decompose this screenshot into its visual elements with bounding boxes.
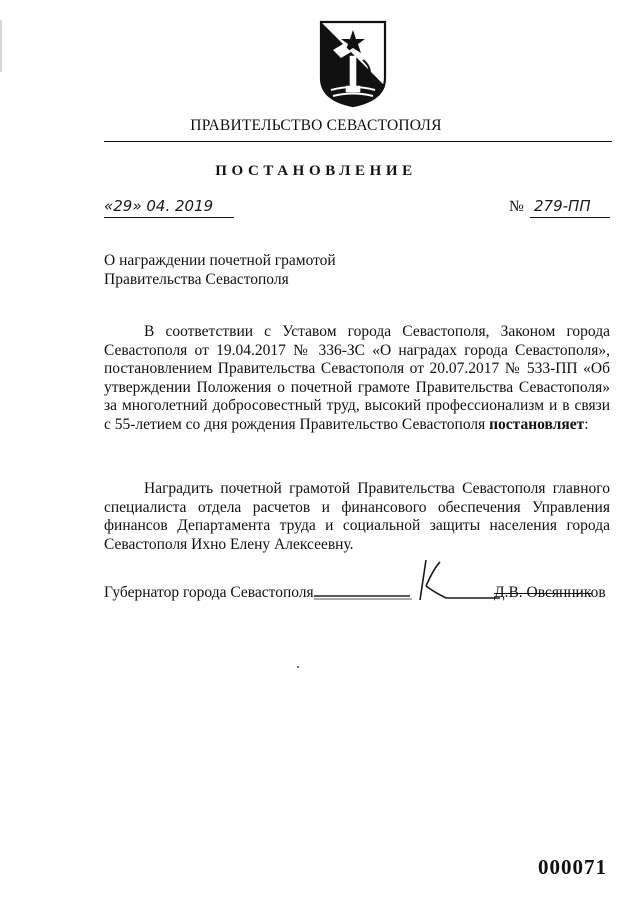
government-title: ПРАВИТЕЛЬСТВО СЕВАСТОПОЛЯ bbox=[190, 117, 442, 134]
paragraph-1-end: : bbox=[584, 415, 589, 433]
date-handwritten: «29» 04. 2019 bbox=[104, 197, 214, 215]
signatory-name: Д.В. Овсянников bbox=[494, 584, 606, 601]
subject-line-1: О награждении почетной грамотой bbox=[104, 252, 336, 269]
handwritten-signature bbox=[300, 556, 500, 606]
serial-number: 000071 bbox=[538, 855, 607, 879]
number-handwritten: 279-ПП bbox=[534, 197, 591, 215]
subject-block bbox=[104, 251, 464, 289]
header-divider bbox=[104, 141, 612, 142]
signatory-title: Губернатор города Севастополя bbox=[104, 584, 314, 601]
date-field bbox=[104, 197, 234, 218]
body-paragraph-2 bbox=[104, 480, 610, 554]
scan-dot bbox=[297, 666, 299, 668]
paragraph-1-bold: постановляет bbox=[489, 415, 585, 433]
sevastopol-coat-of-arms-icon bbox=[319, 20, 387, 108]
paragraph-1-text: В соответствии с Уставом города Севастополя, Законом города Севастополя от 19.04.2017 № 336-ЗС «О наградах города Севастополя», постановлением Правительства Севастополя от 20.07.2017 № 533-ПП «Об утверждении Положения о почетной грамоте Правительства Севастополя» за многолетний добросовестный труд, высокий профессионализм и в связи с 55-летием со дня рождения Правительство Севастополя bbox=[104, 323, 610, 433]
paragraph-2-text: Наградить почетной грамотой Правительства Севастополя главного специалиста отдела расчетов и финансового обеспечения Управления финансов Департамента труда и социальной защиты населения города Севастополя Ихно Елену Алексеевну. bbox=[104, 480, 610, 553]
scan-edge-mark bbox=[0, 20, 2, 72]
body-paragraph-1 bbox=[104, 323, 610, 434]
subject-line-2: Правительства Севастополя bbox=[104, 271, 289, 288]
number-sign: № bbox=[509, 198, 524, 215]
document-type-title: ПОСТАНОВЛЕНИЕ bbox=[215, 163, 417, 179]
signature-strike-line bbox=[494, 593, 592, 594]
number-field bbox=[530, 197, 610, 218]
